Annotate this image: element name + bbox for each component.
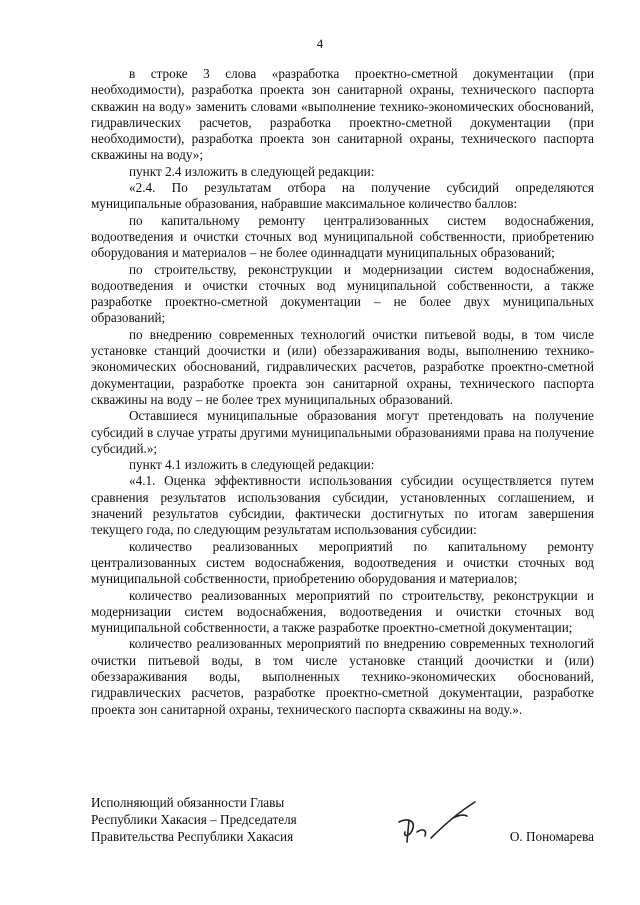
paragraph: в строке 3 слова «разработка проектно-сметной документации (при необходимости), разработка проекта зон санитарной охраны, технического паспорта скважин на воду» заменить словами «выполнение технико-экономических обоснований, гидравлических расчетов, разработка проектно-сметной документации (при необходимости), разработка проекта зон санитарной охраны, технического паспорта скважины на воду»;: [91, 66, 594, 163]
signatory-title-line: Республики Хакасия – Председателя: [91, 812, 297, 827]
paragraph: пункт 2.4 изложить в следующей редакции:: [129, 163, 375, 179]
paragraph: «4.1. Оценка эффективности использования субсидии осуществляется путем сравнения результатов использования субсидии, установленных соглашением, и значений результатов субсидии, фактически достигнутых по итогам завершения текущего года, по следующим результатам использования субсидии:: [91, 473, 594, 538]
paragraph: «2.4. По результатам отбора на получение субсидий определяются муниципальные образования, набравшие максимальное количество баллов:: [91, 180, 594, 212]
signatory-name: О. Пономарева: [509, 829, 594, 844]
paragraph: количество реализованных мероприятий по капитальному ремонту централизованных систем водоснабжения, водоотведения и очистки сточных вод муниципальной собственности, приобретению оборудования и материалов;: [91, 538, 594, 587]
paragraph: по капитальному ремонту централизованных систем водоснабжения, водоотведения и очистки сточных вод муниципальной собственности, приобретению оборудования и материалов – не более одиннадцати муниципальных образований;: [91, 212, 594, 261]
page-number: 4: [316, 36, 324, 51]
paragraph: пункт 4.1 изложить в следующей редакции:: [129, 457, 375, 473]
paragraph: количество реализованных мероприятий по строительству, реконструкции и модернизации систем водоснабжения, водоотведения и очистки сточных вод муниципальной собственности, а также разработке проектно-сметной документации;: [91, 587, 594, 636]
signatory-title-line: Правительства Республики Хакасия: [91, 829, 294, 844]
handwritten-signature: [393, 798, 483, 848]
signature-block: [91, 794, 594, 845]
paragraph: Оставшиеся муниципальные образования могут претендовать на получение субсидий в случае утраты другими муниципальными образованиями права на получение субсидий.»;: [91, 408, 594, 456]
document-body: [91, 66, 594, 718]
paragraph: по строительству, реконструкции и модернизации систем водоснабжения, водоотведения и очистки сточных вод муниципальной собственности, а также разработке проектно-сметной документации – не более двух муниципальных образований;: [91, 261, 594, 326]
paragraph: по внедрению современных технологий очистки питьевой воды, в том числе установке станций доочистки и (или) обеззараживания воды, выполнению технико-экономических обоснований, гидравлических расчетов, разработке проектно-сметной документации, разработке проекта зон санитарной охраны, технического паспорта скважины на воду – не более трех муниципальных образований.: [91, 326, 594, 407]
paragraph: количество реализованных мероприятий по внедрению современных технологий очистки питьевой воды, в том числе установке станций доочистки и (или) обеззараживания воды, выполненных технико-экономических обоснований, гидравлических расчетов, разработке проектно-сметной документации, разработке проекта зон санитарной охраны, технического паспорта скважины на воду.».: [91, 636, 594, 717]
signatory-title-line: Исполняющий обязанности Главы: [91, 795, 285, 810]
